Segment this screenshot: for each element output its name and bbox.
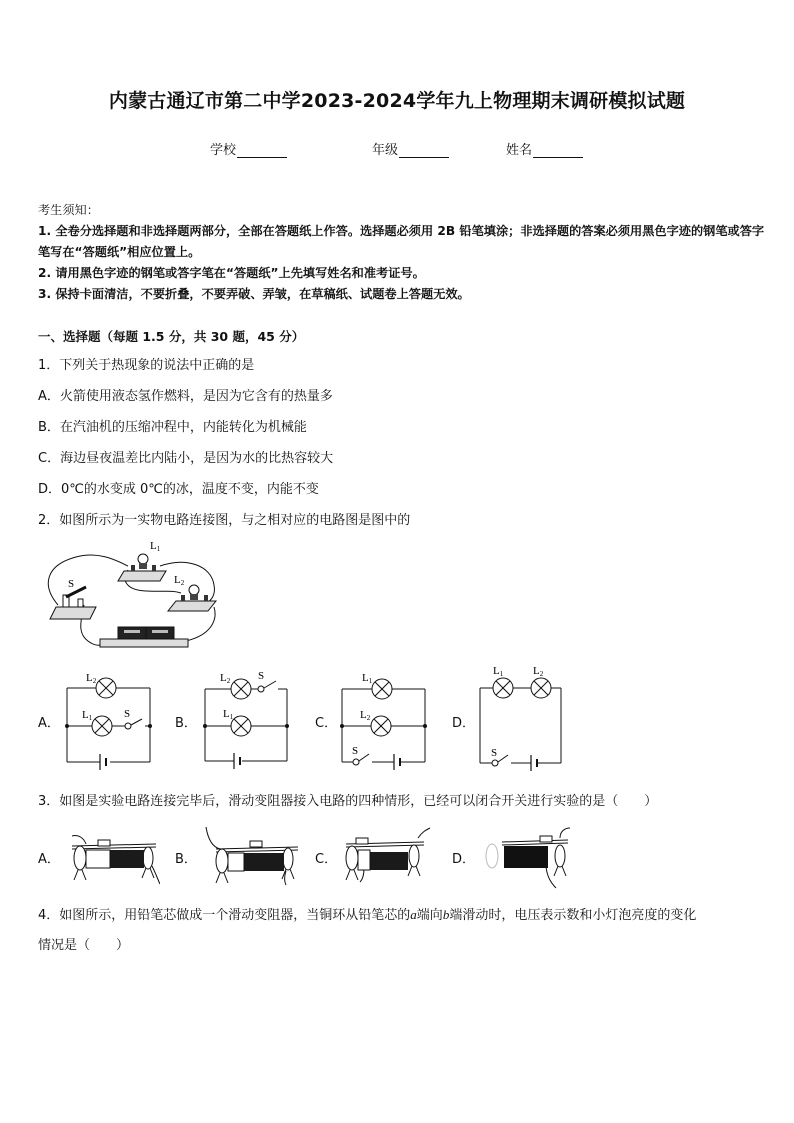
q3-option-d-label[interactable]: D．: [452, 852, 476, 867]
school-label: 学校: [210, 143, 237, 158]
name-label: 姓名: [506, 143, 533, 158]
end-b-label: b: [442, 907, 450, 922]
notice-block: [38, 200, 768, 305]
grade-label: 年级: [372, 143, 399, 158]
svg-text:L2: L2: [220, 672, 231, 685]
q1-option-c[interactable]: [38, 447, 333, 466]
option-text: 在汽油机的压缩冲程中，内能转化为机械能: [59, 420, 307, 435]
question-number: 1．: [38, 358, 60, 373]
lamp2-label: L2: [174, 574, 185, 587]
battery-board: [100, 639, 188, 647]
notice-item-1: 1. 全卷分选择题和非选择题两部分，全部在答题纸上作答。选择题必须用 2B 铅笔填涂；非选择题的答案必须用黑色字迹的钢笔或答字笔写在“答题纸”相应位置上。: [38, 224, 765, 259]
q3-option-d-rheostat-icon[interactable]: [476, 824, 572, 890]
question-text: 如图是实验电路连接完毕后，滑动变阻器接入电路的四种情形，已经可以闭合开关进行实验的是（ ）: [59, 794, 658, 809]
option-text: 火箭使用液态氢作燃料，是因为它含有的热量多: [59, 389, 333, 404]
lamp2-bulb-icon: [189, 585, 199, 595]
q2-option-d-label[interactable]: D．: [452, 716, 476, 731]
name-field[interactable]: [506, 139, 583, 158]
svg-text:S: S: [258, 670, 265, 682]
svg-text:L2: L2: [360, 709, 371, 722]
question-text: 如图所示为一实物电路连接图，与之相对应的电路图是图中的: [59, 513, 411, 528]
q1-option-d[interactable]: [38, 478, 319, 497]
question-4: [38, 900, 758, 961]
svg-text:S: S: [491, 747, 498, 759]
q3-option-b-label[interactable]: B．: [175, 852, 197, 867]
q2-option-b-circuit[interactable]: [198, 665, 298, 770]
q1-option-a[interactable]: [38, 385, 333, 404]
section-heading: 一、选择题（每题 1.5 分，共 30 题，45 分）: [38, 329, 305, 344]
school-field[interactable]: [210, 139, 287, 158]
option-text: 海边昼夜温差比内陆小，是因为水的比热容较大: [60, 451, 334, 466]
svg-text:L2: L2: [533, 665, 544, 678]
svg-text:L1: L1: [223, 708, 234, 721]
svg-text:S: S: [124, 708, 131, 720]
option-label: A．: [38, 389, 60, 404]
physical-circuit-figure: [36, 535, 226, 655]
question-3: [38, 790, 657, 809]
q2-option-a-circuit[interactable]: [60, 670, 160, 770]
option-label: C．: [38, 451, 61, 466]
switch-board: [50, 607, 96, 619]
question-text: 下列关于热现象的说法中正确的是: [59, 358, 255, 373]
option-label: B．: [38, 420, 60, 435]
svg-text:L1: L1: [82, 709, 93, 722]
lamp2-board: [168, 601, 216, 611]
q2-option-c-circuit[interactable]: [338, 665, 438, 773]
lamp1-bulb-icon: [138, 554, 148, 564]
q3-option-c-label[interactable]: C．: [315, 852, 338, 867]
question-number: 4．: [38, 908, 60, 923]
notice-item-2: 2. 请用黑色字迹的钢笔或答字笔在“答题纸”上先填写姓名和准考证号。: [38, 266, 425, 280]
question-number: 2．: [38, 513, 60, 528]
question-4-line-2: 情况是（ ）: [38, 938, 130, 953]
notice-item-3: 3. 保持卡面清洁，不要折叠，不要弄破、弄皱，在草稿纸、试题卷上答题无效。: [38, 287, 470, 301]
q3-option-a-label[interactable]: A．: [38, 852, 60, 867]
notice-heading: 考生须知：: [38, 203, 99, 217]
svg-text:L2: L2: [86, 672, 97, 685]
q2-option-b-label[interactable]: B．: [175, 716, 197, 731]
q3-option-a-rheostat-icon[interactable]: [64, 830, 160, 886]
q3-option-b-rheostat-icon[interactable]: [202, 825, 302, 887]
question-4-line-1: 4．如图所示，用铅笔芯做成一个滑动变阻器，当铜环从铅笔芯的a端向b端滑动时，电压表示数和小灯泡亮度的变化: [38, 907, 697, 923]
option-label: D．: [38, 482, 62, 497]
question-2: [38, 509, 410, 528]
question-number: 3．: [38, 794, 60, 809]
grade-blank[interactable]: [399, 143, 449, 158]
lamp1-board: [118, 571, 166, 581]
school-blank[interactable]: [237, 143, 287, 158]
q2-option-a-label[interactable]: A．: [38, 716, 60, 731]
end-a-label: a: [410, 907, 417, 922]
switch-label: S: [68, 578, 75, 590]
svg-text:L1: L1: [362, 672, 373, 685]
q2-option-d-circuit[interactable]: [477, 660, 567, 772]
option-text: 0℃的水变成 0℃的冰，温度不变，内能不变: [61, 482, 319, 497]
q1-option-b[interactable]: [38, 416, 307, 435]
question-1: [38, 354, 254, 373]
name-blank[interactable]: [533, 143, 583, 158]
lamp1-label: L1: [150, 540, 161, 553]
svg-text:S: S: [352, 745, 359, 757]
svg-text:L1: L1: [493, 665, 504, 678]
exam-title: 内蒙古通辽市第二中学2023-2024学年九上物理期末调研模拟试题: [108, 90, 686, 112]
q3-option-c-rheostat-icon[interactable]: [340, 826, 436, 886]
q2-option-c-label[interactable]: C．: [315, 716, 338, 731]
grade-field[interactable]: [372, 139, 449, 158]
